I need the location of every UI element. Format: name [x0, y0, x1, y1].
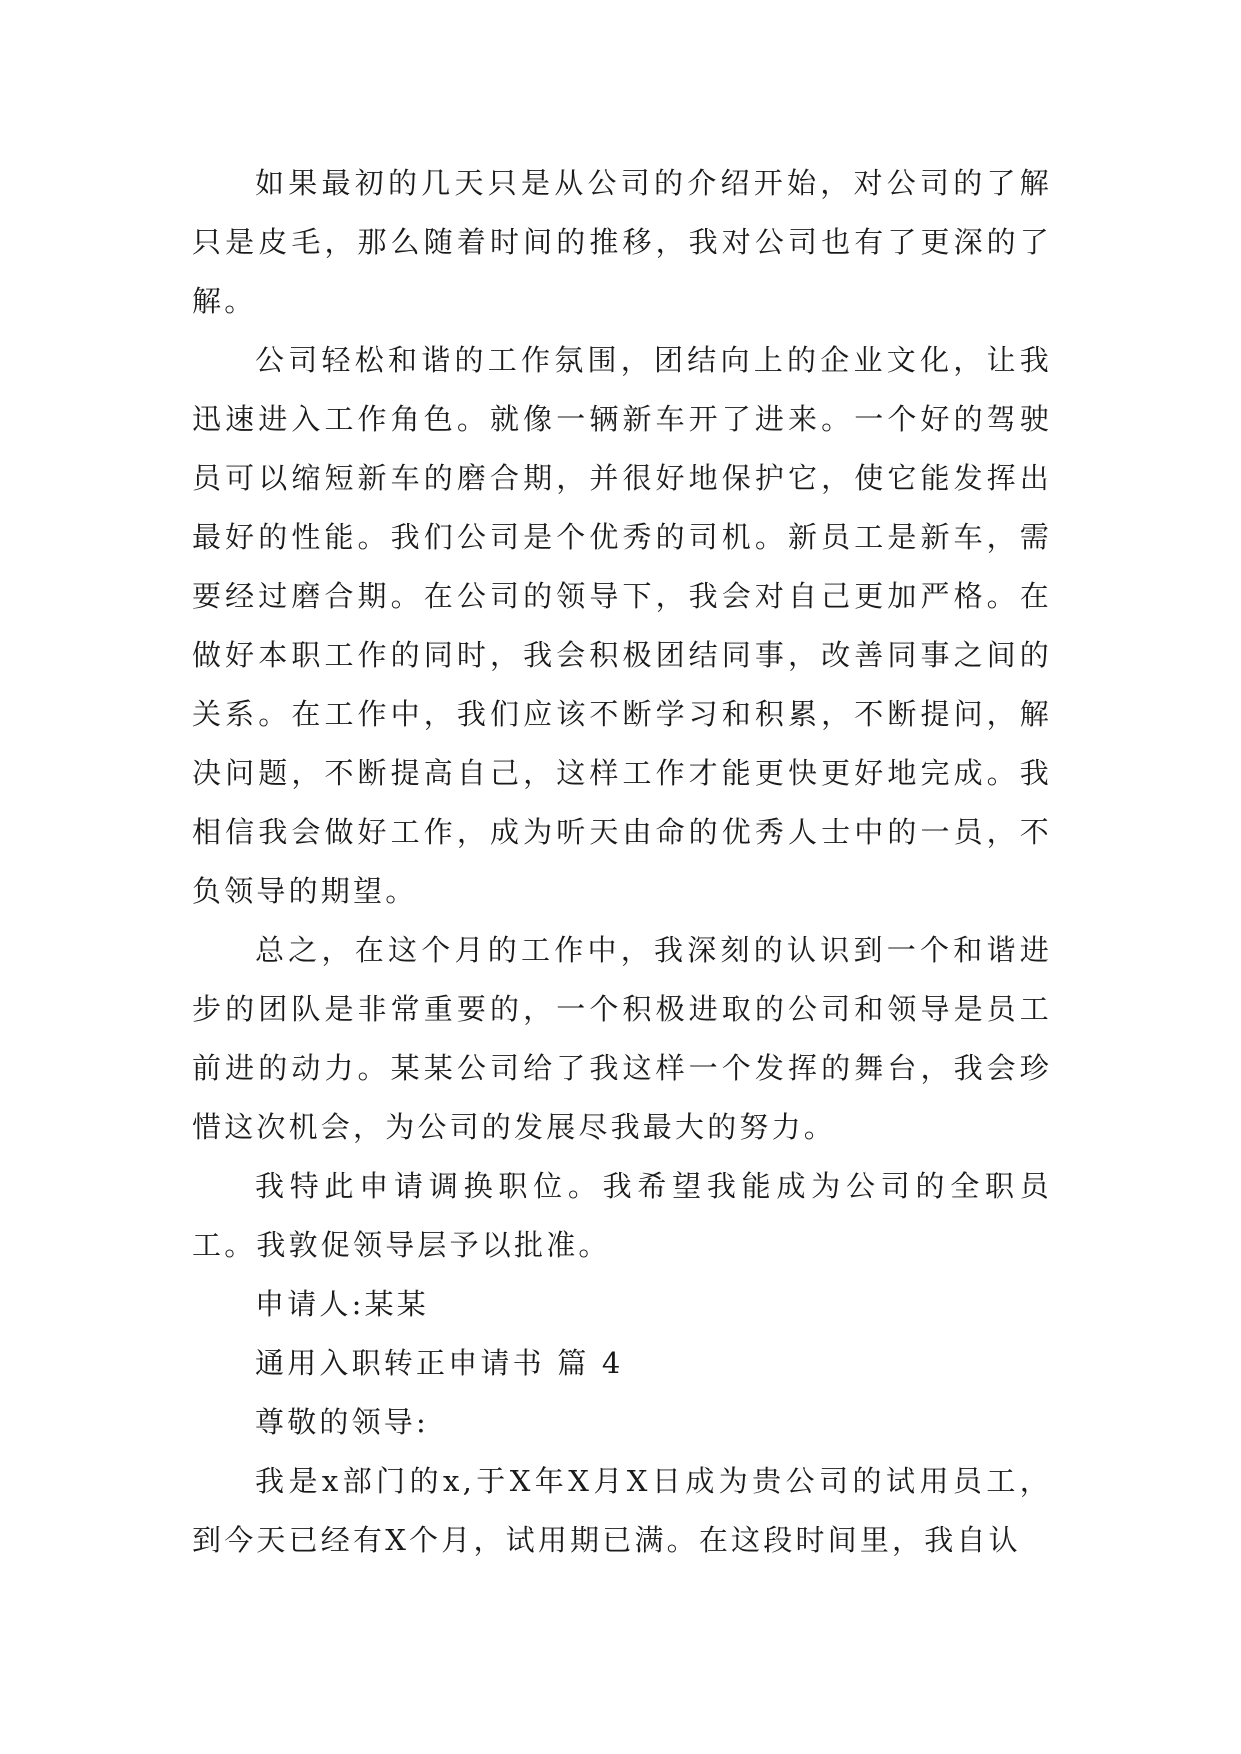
document-body: [192, 154, 1052, 1570]
paragraph-request: 我特此申请调换职位。我希望我能成为公司的全职员工。我敦促领导层予以批准。: [192, 1169, 1052, 1262]
section-heading: 通用入职转正申请书 篇 4: [255, 1346, 624, 1380]
paragraph-company-culture: 公司轻松和谐的工作氛围，团结向上的企业文化，让我迅速进入工作角色。就像一辆新车开了进来。一个好的驾驶员可以缩短新车的磨合期，并很好地保护它，使它能发挥出最好的性能。我们公司是个优秀的司机。新员工是新车，需要经过磨合期。在公司的领导下，我会对自己更加严格。在做好本职工作的同时，我会积极团结同事，改善同事之间的关系。在工作中，我们应该不断学习和积累，不断提问，解决问题，不断提高自己，这样工作才能更快更好地完成。我相信我会做好工作，成为听天由命的优秀人士中的一员，不负领导的期望。: [192, 343, 1052, 908]
paragraph-understanding: 如果最初的几天只是从公司的介绍开始，对公司的了解只是皮毛，那么随着时间的推移，我对公司也有了更深的了解。: [192, 166, 1052, 318]
paragraph-summary: 总之，在这个月的工作中，我深刻的认识到一个和谐进步的团队是非常重要的，一个积极进取的公司和领导是员工前进的动力。某某公司给了我这样一个发挥的舞台，我会珍惜这次机会，为公司的发展尽我最大的努力。: [192, 933, 1052, 1144]
paragraph-introduction: 我是x部门的x,于X年X月X日成为贵公司的试用员工，到今天已经有X个月，试用期已满。在这段时间里，我自认: [192, 1464, 1052, 1557]
salutation: 尊敬的领导:: [255, 1405, 429, 1439]
applicant-line: 申请人:某某: [255, 1287, 429, 1321]
